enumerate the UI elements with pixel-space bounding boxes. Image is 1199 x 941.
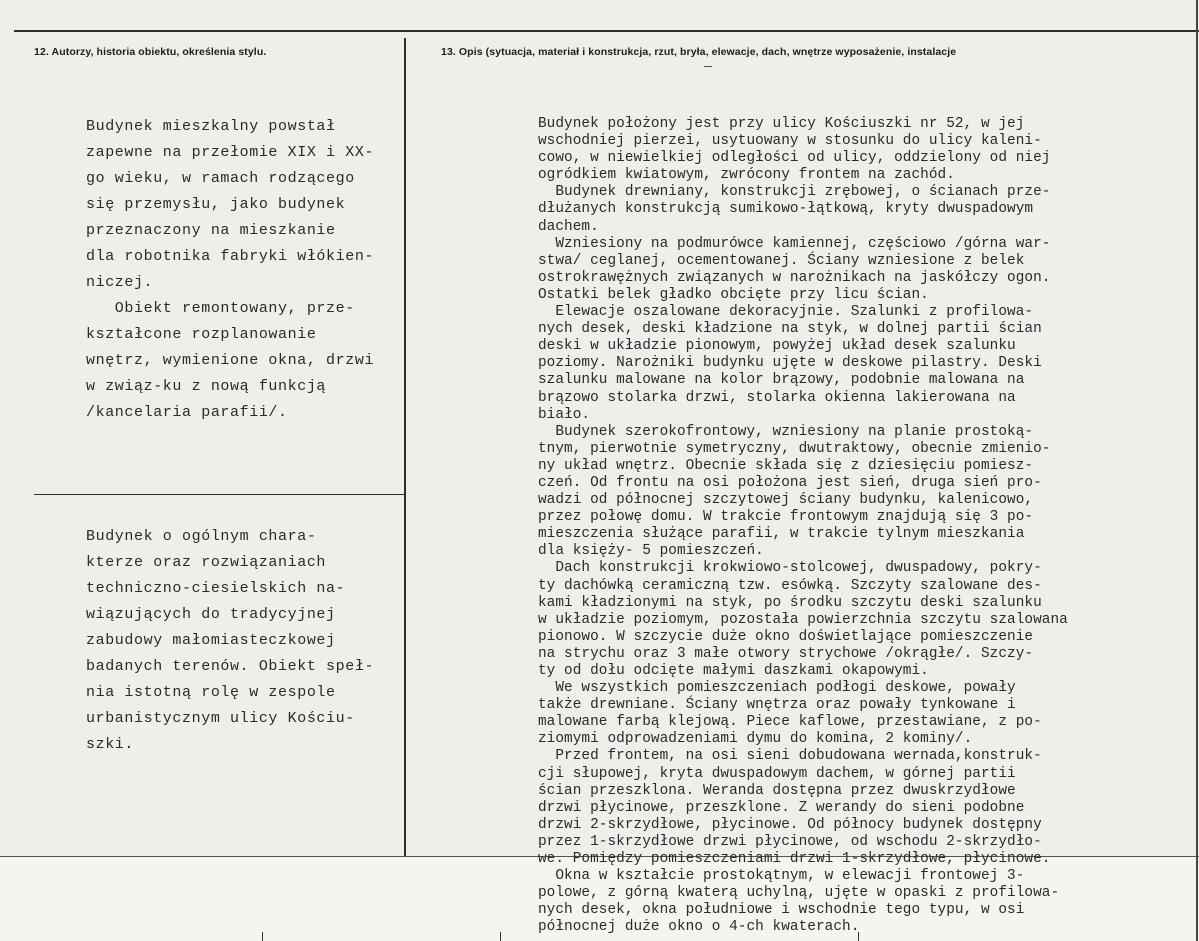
- left-section-divider: [34, 494, 406, 495]
- right-page-edge: [1196, 0, 1198, 941]
- bottom-divider-1: [262, 932, 263, 941]
- next-page-edge-row: [0, 932, 1199, 941]
- bottom-divider-3: [858, 932, 859, 941]
- header-right-section-13: 13. Opis (sytuacja, materiał i konstrukcja, rzut, bryła, elewacje, dach, wnętrze wyposażenie, instalacje: [441, 46, 957, 58]
- bottom-divider-2: [500, 932, 501, 941]
- header-left-section-12: 12. Autorzy, historia obiektu, określenia stylu.: [34, 46, 267, 58]
- header-dash-mark: [704, 66, 712, 67]
- right-text-description: Budynek położony jest przy ulicy Kościuszki nr 52, w jej wschodniej pierzei, usytuowany w stosunku do ulicy kaleni- cowo, w niewielkiej odległości od ulicy, oddzielony od niej ogródkiem kwiatowym, zwrócony frontem na zachód. Budynek drewniany, konstrukcji zrębowej, o ścianach prze- dłużanych konstrukcją sumikowo-łątkową, kryty dwuspadowym dachem. Wzniesiony na podmurówce kamiennej, częściowo /górna war- stwa/ ceglanej, ocementowanej. Ściany wzniesione z belek ostrokrawężnych związanych w narożnikach na jaskółczy ogon. Ostatki belek gładko obcięte przy licu ścian. Elewacje oszalowane dekoracyjnie. Szalunki z profilowa- nych desek, deski kładzione na styk, w dolnej partii ścian deski w układzie pionowym, powyżej układ desek szalunku poziomy. Narożniki budynku ujęte w deskowe pilastry. Deski szalunku malowane na kolor brązowy, podobnie malowana na brązowo stolarka drzwi, stolarka okienna lakierowana na biało. Budynek szerokofrontowy, wzniesiony na planie prostoką- tnym, pierwotnie symetryczny, dwutraktowy, obecnie zmienio- ny układ wnętrz. Obecnie składa się z dziesięciu pomiesz- czeń. Od frontu na osi położona jest sień, druga sień pro- wadzi od północnej szczytowej ściany budynku, kalenicowo, przez połowę domu. W trakcie frontowym znajdują się 3 po- mieszczenia służące parafii, w trakcie tylnym mieszkania dla księży- 5 pomieszczeń. Dach konstrukcji krokwiowo-stolcowej, dwuspadowy, pokry- ty dachówką ceramiczną tzw. esówką. Szczyty szalowane des- kami kładzionymi na styk, po środku szczytu deski szalunku w układzie poziomym, pozostała powierzchnia szczytu szalowana pionowo. W szczycie duże okno doświetlające pomieszczenie na strychu oraz 3 małe otwory strychowe /okrągłe/. Szczy- ty od dołu odcięte małymi daszkami okapowymi. We wszystkich pomieszczeniach podłogi deskowe, powały także drewniane. Ściany wnętrza oraz powały tynkowane i malowane farbą klejową. Piece kaflowe, przestawiane, z po- ziomymi odprowadzeniami dymu do komina, 2 kominy/. Przed frontem, na osi sieni dobudowana wernada,konstruk- cji słupowej, kryta dwuspadowym dachem, w górnej partii ścian przeszklona. Weranda dostępna przez dwuskrzydłowe drzwi płycinowe, przeszklone. Z werandy do sieni podobne drzwi 2-skrzydłowe, płycinowe. Od północy budynek dostępny przez 1-skrzydłowe drzwi płycinowe, od wschodu 2-skrzydło- we. Pomiędzy pomieszczeniami drzwi 1-skrzydłowe, płycinowe. Okna w kształcie prostokątnym, w elewacji frontowej 3- polowe, z górną kwaterą uchylną, ujęte w opaski z profilowa- nych desek, okna południowe i wschodnie tego typu, w osi północnej duże okno o 4-ch kwaterach.: [538, 116, 1068, 936]
- top-rule: [14, 30, 1199, 32]
- left-text-block-history: Budynek mieszkalny powstał zapewne na przełomie XIX i XX- go wieku, w ramach rodzącego się przemysłu, jako budynek przeznaczony na mieszkanie dla robotnika fabryki włókien- niczej. Obiekt remontowany, prze- kształcone rozplanowanie wnętrz, wymienione okna, drzwi w związ-ku z nową funkcją /kancelaria parafii/.: [86, 118, 375, 421]
- left-text-block-style: Budynek o ogólnym chara- kterze oraz rozwiązaniach techniczno-ciesielskich na- wiązujących do tradycyjnej zabudowy małomiasteczkowej badanych terenów. Obiekt speł- nia istotną rolę w zespole urbanistycznym ulicy Kościu- szki.: [86, 528, 375, 753]
